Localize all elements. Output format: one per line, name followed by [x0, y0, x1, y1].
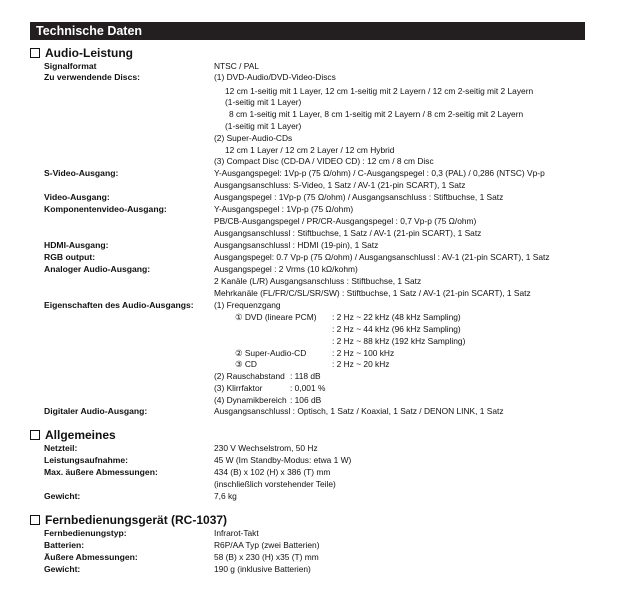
value-eig-klirr: (3) Klirrfaktor	[214, 383, 263, 393]
value-netzteil: 230 V Wechselstrom, 50 Hz	[214, 443, 318, 453]
value-eig-dvd-1: : 2 Hz ~ 22 kHz (48 kHz Sampling)	[332, 312, 461, 322]
value-remote-batterien: R6P/AA Typ (zwei Batterien)	[214, 540, 320, 550]
label-leistung: Leistungsaufnahme:	[44, 455, 129, 465]
value-eig-cd: ③ CD	[235, 359, 257, 369]
checkbox-square-icon	[30, 515, 40, 525]
value-eig-sacd: ② Super-Audio-CD	[235, 348, 307, 358]
label-remote-batterien: Batterien:	[44, 540, 85, 550]
label-signalformat: Signalformat	[44, 61, 97, 71]
label-remote-gewicht: Gewicht:	[44, 564, 81, 574]
value-component-2: PB/CB-Ausgangspegel / PR/CR-Ausgangspegel : 0,7 Vp-p (75 Ω/ohm)	[214, 216, 477, 226]
label-remote-abmessungen: Äußere Abmessungen:	[44, 552, 138, 562]
value-component-1: Y-Ausgangspegel : 1Vp-p (75 Ω/ohm)	[214, 204, 354, 214]
value-signalformat: NTSC / PAL	[214, 61, 259, 71]
value-rgb-1: Ausgangspegel: 0.7 Vp-p (75 Ω/ohm) / Ausgangsanschlussl : AV-1 (21-pin SCART), 1 Satz	[214, 252, 550, 262]
value-remote-abmessungen: 58 (B) x 230 (H) x35 (T) mm	[214, 552, 319, 562]
value-remote-typ: Infrarot-Takt	[214, 528, 259, 538]
value-remote-gewicht: 190 g (inklusive Batterien)	[214, 564, 311, 574]
checkbox-square-icon	[30, 48, 40, 58]
page-title: Technische Daten	[30, 22, 585, 40]
value-abmessungen-note: (inschließlich vorstehender Teile)	[214, 479, 336, 489]
label-discs: Zu verwendende Discs:	[44, 72, 140, 82]
section-general-heading	[30, 428, 116, 442]
section-general-title: Allgemeines	[45, 428, 116, 442]
value-hdmi-1: Ausgangsanschlussl : HDMI (19-pin), 1 Satz	[214, 240, 379, 250]
label-video: Video-Ausgang:	[44, 192, 110, 202]
value-eig-dvd-2: : 2 Hz ~ 44 kHz (96 kHz Sampling)	[332, 324, 461, 334]
label-analog: Analoger Audio-Ausgang:	[44, 264, 151, 274]
section-remote-title: Fernbedienungsgerät (RC-1037)	[45, 513, 228, 527]
value-eig-sacd-v: : 2 Hz ~ 100 kHz	[332, 348, 395, 358]
value-eig-rausch-v: : 118 dB	[290, 371, 321, 381]
value-analog-2: 2 Kanäle (L/R) Ausgangsanschluss : Stiftbuchse, 1 Satz	[214, 276, 422, 286]
value-eig-cd-v: : 2 Hz ~ 20 kHz	[332, 359, 390, 369]
value-analog-3: Mehrkanäle (FL/FR/C/SL/SR/SW) : Stiftbuchse, 1 Satz / AV-1 (21-pin SCART), 1 Satz	[214, 288, 531, 298]
value-eig-dyn-v: : 106 dB	[290, 395, 322, 405]
label-abmessungen: Max. äußere Abmessungen:	[44, 467, 158, 477]
value-discs-2a: 12 cm 1 Layer / 12 cm 2 Layer / 12 cm Hybrid	[225, 145, 395, 155]
value-eig-dvd: ① DVD (lineare PCM)	[235, 312, 317, 322]
label-component: Komponentenvideo-Ausgang:	[44, 204, 167, 214]
label-digital: Digitaler Audio-Ausgang:	[44, 406, 148, 416]
value-eig-dyn: (4) Dynamikbereich	[214, 395, 287, 405]
value-abmessungen: 434 (B) x 102 (H) x 386 (T) mm	[214, 467, 331, 477]
label-hdmi: HDMI-Ausgang:	[44, 240, 109, 250]
value-discs-1d: (1-seitig mit 1 Layer)	[225, 121, 302, 131]
section-audio-heading	[30, 46, 133, 60]
section-remote-heading	[30, 513, 227, 527]
value-discs-2: (2) Super-Audio-CDs	[214, 133, 293, 143]
section-audio-title: Audio-Leistung	[45, 46, 133, 60]
value-discs-1a: 12 cm 1-seitig mit 1 Layer, 12 cm 1-seitig mit 2 Layern / 12 cm 2-seitig mit 2 Layern	[225, 86, 534, 96]
label-rgb: RGB output:	[44, 252, 96, 262]
value-discs-1: (1) DVD-Audio/DVD-Video-Discs	[214, 72, 336, 82]
value-eig-klirr-v: : 0,001 %	[290, 383, 326, 393]
value-leistung: 45 W (Im Standby-Modus: etwa 1 W)	[214, 455, 352, 465]
value-eig-freq: (1) Frequenzgang	[214, 300, 281, 310]
label-remote-typ: Fernbedienungstyp:	[44, 528, 127, 538]
value-video-1: Ausgangspegel : 1Vp-p (75 Ω/ohm) / Ausgangsanschluss : Stiftbuchse, 1 Satz	[214, 192, 504, 202]
value-eig-rausch: (2) Rauschabstand	[214, 371, 285, 381]
label-netzteil: Netzteil:	[44, 443, 78, 453]
value-svideo-1: Y-Ausgangspegel: 1Vp-p (75 Ω/ohm) / C-Ausgangspegel : 0,3 (PAL) / 0,286 (NTSC) Vp-p	[214, 168, 545, 178]
label-eigenschaften: Eigenschaften des Audio-Ausgangs:	[44, 300, 194, 310]
checkbox-square-icon	[30, 430, 40, 440]
value-discs-1c: 8 cm 1-seitig mit 1 Layer, 8 cm 1-seitig mit 2 Layern / 8 cm 2-seitig mit 2 Layern	[229, 109, 524, 119]
value-discs-3: (3) Compact Disc (CD-DA / VIDEO CD) : 12 cm / 8 cm Disc	[214, 156, 434, 166]
value-eig-dvd-3: : 2 Hz ~ 88 kHz (192 kHz Sampling)	[332, 336, 466, 346]
value-svideo-2: Ausgangsanschluss: S-Video, 1 Satz / AV-1 (21-pin SCART), 1 Satz	[214, 180, 466, 190]
value-discs-1b: (1-seitig mit 1 Layer)	[225, 97, 302, 107]
value-analog-1: Ausgangspegel : 2 Vrms (10 kΩ/kohm)	[214, 264, 358, 274]
value-component-3: Ausgangsanschlussl : Stiftbuchse, 1 Satz / AV-1 (21-pin SCART), 1 Satz	[214, 228, 482, 238]
label-gewicht: Gewicht:	[44, 491, 81, 501]
label-svideo: S-Video-Ausgang:	[44, 168, 119, 178]
value-gewicht: 7,6 kg	[214, 491, 237, 501]
value-digital-1: Ausgangsanschlussl : Optisch, 1 Satz / Koaxial, 1 Satz / DENON LINK, 1 Satz	[214, 406, 504, 416]
